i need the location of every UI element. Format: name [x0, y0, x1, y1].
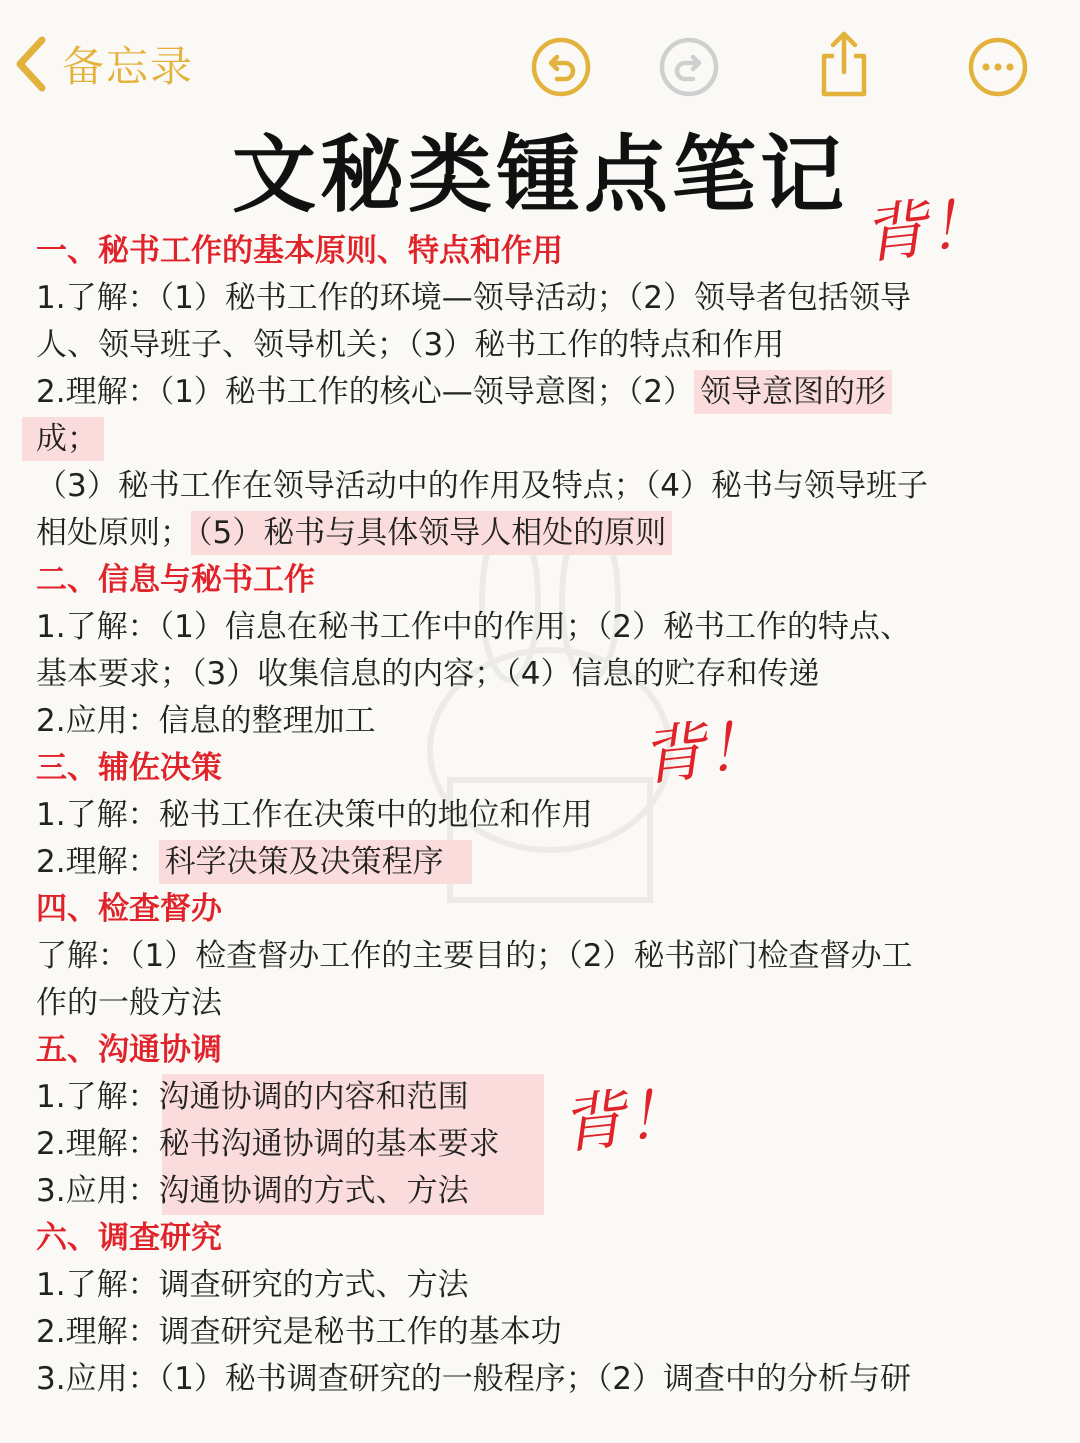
annotation-memorize: 背！: [557, 1076, 693, 1164]
note-line: 1.了解：沟通协调的内容和范围: [36, 1079, 469, 1115]
section-heading: 一、秘书工作的基本原则、特点和作用: [36, 233, 563, 269]
note-line: 了解：（1）检查督办工作的主要目的；（2）秘书部门检查督办工: [36, 938, 913, 974]
annotation-memorize: 背！: [859, 186, 995, 274]
note-body[interactable]: [36, 228, 1046, 1403]
annotation-memorize: 背！: [637, 708, 773, 796]
note-line: 1.了解：（1）信息在秘书工作中的作用；（2）秘书工作的特点、: [36, 609, 912, 645]
highlight: 领导意图的形: [694, 370, 892, 414]
note-line: 2.理解：（1）秘书工作的核心—领导意图；（2） 领导意图的形: [36, 369, 1046, 416]
highlight: 科学决策及决策程序: [159, 840, 472, 884]
highlight: （5）秘书与具体领导人相处的原则: [191, 511, 672, 555]
more-icon[interactable]: [967, 36, 1029, 98]
section-heading: 四、检查督办: [36, 891, 222, 927]
note-line: 人、领导班子、领导机关；（3）秘书工作的特点和作用: [36, 327, 785, 363]
back-button[interactable]: [14, 34, 194, 94]
note-line: （3）秘书工作在领导活动中的作用及特点；（4）秘书与领导班子: [36, 468, 928, 504]
note-line: 作的一般方法: [36, 985, 222, 1021]
chevron-left-icon: [14, 34, 48, 94]
note-line: 基本要求；（3）收集信息的内容；（4）信息的贮存和传递: [36, 656, 820, 692]
note-line: 2.应用：信息的整理加工: [36, 703, 376, 739]
undo-icon[interactable]: [530, 36, 592, 98]
note-line: 3.应用：（1）秘书调查研究的一般程序；（2）调查中的分析与研: [36, 1361, 912, 1397]
note-line: 相处原则； （5）秘书与具体领导人相处的原则: [36, 510, 1046, 557]
note-line: 2.理解：调查研究是秘书工作的基本功: [36, 1314, 562, 1350]
note-line: 3.应用：沟通协调的方式、方法: [36, 1173, 469, 1209]
section-heading: 二、信息与秘书工作: [36, 562, 315, 598]
toolbar: [0, 0, 1080, 120]
share-icon[interactable]: [814, 28, 874, 100]
note-line: 1.了解：（1）秘书工作的环境—领导活动；（2）领导者包括领导: [36, 280, 912, 316]
section-heading: 三、辅佐决策: [36, 750, 222, 786]
highlight: 成；: [22, 417, 104, 461]
back-label: 备忘录: [62, 42, 195, 91]
section-heading: 六、调查研究: [36, 1220, 222, 1256]
note-line: 1.了解：调查研究的方式、方法: [36, 1267, 469, 1303]
note-line: [22, 416, 1046, 463]
note-line: 2.理解： 科学决策及决策程序: [36, 839, 1046, 886]
note-title: 文秘类锺点笔记: [231, 126, 848, 224]
section-heading: 五、沟通协调: [36, 1032, 222, 1068]
note-line: 1.了解：秘书工作在决策中的地位和作用: [36, 797, 593, 833]
note-line: 2.理解：秘书沟通协调的基本要求: [36, 1126, 500, 1162]
highlight-group: [36, 1074, 1046, 1215]
redo-icon[interactable]: [658, 36, 720, 98]
